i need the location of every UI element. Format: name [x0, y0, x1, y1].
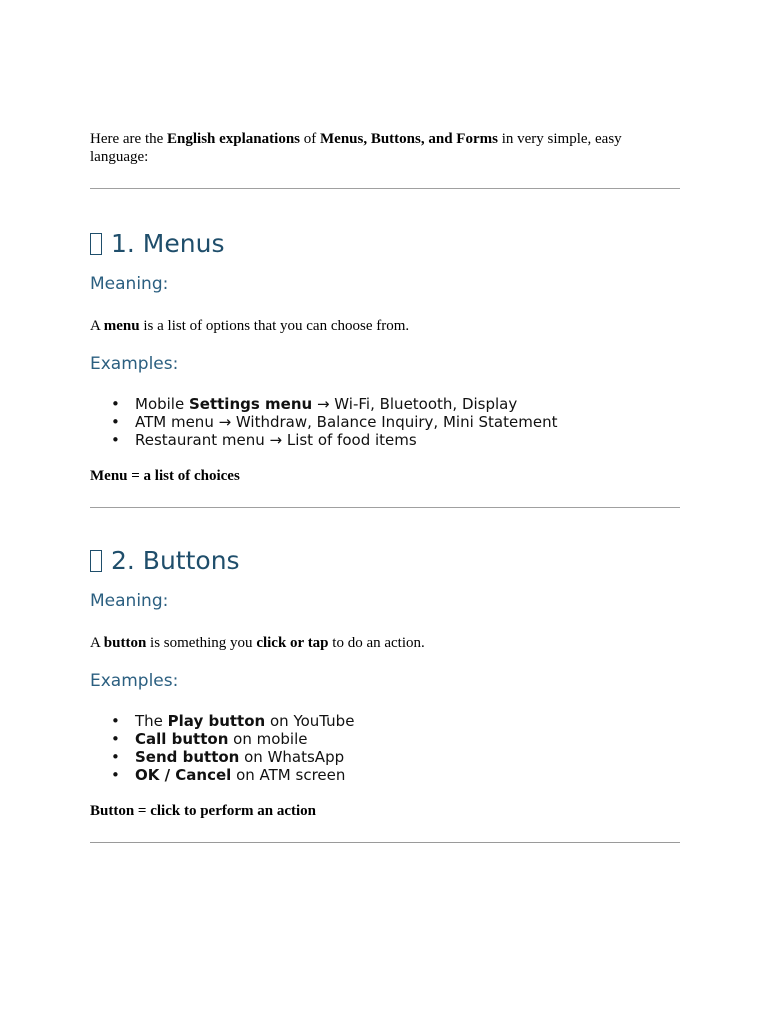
bullet-icon: •: [111, 748, 120, 766]
meaning-text: A: [90, 318, 104, 334]
list-item-text: → Wi-Fi, Bluetooth, Display: [312, 395, 518, 413]
section-heading-buttons: [90, 546, 680, 576]
examples-list-menus: [90, 395, 680, 449]
meaning-bold-button: button: [103, 635, 147, 651]
list-item-text: on YouTube: [265, 712, 355, 730]
list-item: [90, 431, 680, 449]
examples-label-menus: Examples:: [90, 354, 179, 374]
list-item-text: ATM menu → Withdraw, Balance Inquiry, Mini Statement: [135, 413, 558, 431]
list-item-bold: Play button: [167, 712, 266, 730]
meaning-bold-menu: menu: [103, 318, 140, 334]
list-item: [90, 748, 680, 766]
intro-paragraph: [90, 130, 630, 166]
meaning-text: to do an action.: [328, 635, 425, 651]
list-item: [90, 730, 680, 748]
section-heading-menus: [90, 229, 680, 259]
summary-menus: Menu = a list of choices: [90, 468, 240, 484]
meaning-text: is a list of options that you can choose from.: [139, 318, 410, 334]
meaning-label-menus: Meaning:: [90, 274, 169, 294]
list-item: [90, 766, 680, 784]
examples-label-buttons: Examples:: [90, 671, 179, 691]
examples-list-buttons: [90, 712, 680, 784]
list-item-text: Mobile: [135, 395, 189, 413]
list-item: [90, 395, 680, 413]
intro-bold-english: English explanations: [167, 131, 300, 147]
meaning-paragraph-menus: [90, 317, 680, 335]
bullet-icon: •: [111, 730, 120, 748]
list-item: [90, 712, 680, 730]
list-item-text: on ATM screen: [231, 766, 346, 784]
meaning-paragraph-buttons: [90, 634, 680, 652]
list-item-bold: Settings menu: [188, 395, 313, 413]
list-item-bold: OK / Cancel: [135, 766, 232, 784]
section-heading-text: 1. Menus: [111, 229, 225, 258]
meaning-text: is something you: [146, 635, 257, 651]
meaning-bold-click: click or tap: [256, 635, 329, 651]
intro-text: of: [300, 131, 320, 147]
intro-text: Here are the: [90, 131, 168, 147]
bullet-icon: •: [111, 431, 120, 449]
section-heading-text: 2. Buttons: [111, 546, 240, 575]
list-item-bold: Call button: [135, 730, 229, 748]
bullet-icon: •: [111, 712, 120, 730]
list-item-text: Restaurant menu → List of food items: [135, 431, 417, 449]
list-item-text: on WhatsApp: [239, 748, 345, 766]
intro-bold-topics: Menus, Buttons, and Forms: [320, 131, 498, 147]
meaning-text: A: [90, 635, 104, 651]
document-content: [90, 130, 680, 843]
list-item: [90, 413, 680, 431]
divider: [90, 842, 680, 843]
intro-text: in very simple, easy language:: [90, 131, 622, 165]
meaning-label-buttons: Meaning:: [90, 591, 169, 611]
list-item-text: The: [135, 712, 168, 730]
summary-buttons: Button = click to perform an action: [90, 803, 317, 819]
missing-glyph-icon: [90, 233, 102, 255]
bullet-icon: •: [111, 413, 120, 431]
list-item-bold: Send button: [135, 748, 240, 766]
bullet-icon: •: [111, 766, 120, 784]
bullet-icon: •: [111, 395, 120, 413]
missing-glyph-icon: [90, 550, 102, 572]
list-item-text: on mobile: [228, 730, 308, 748]
